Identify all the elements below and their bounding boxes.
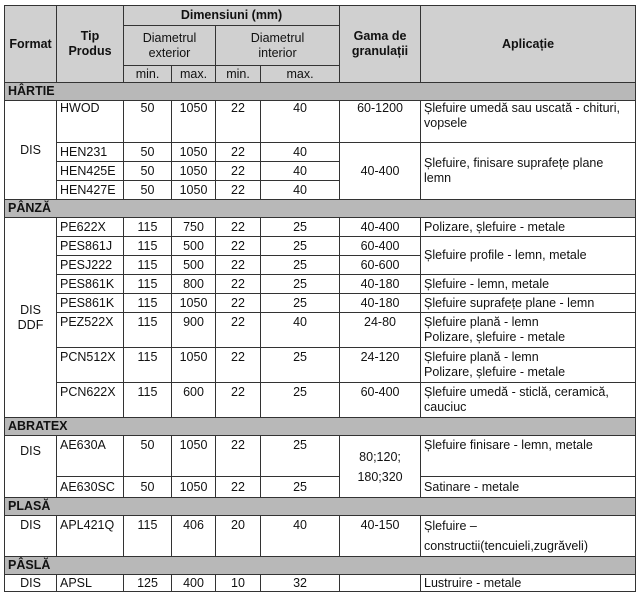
product-spec-table (4, 5, 636, 592)
ext-min-cell: 50 (124, 477, 172, 498)
int-min-cell: 22 (216, 477, 261, 498)
gama-cell: 24-120 (340, 348, 421, 383)
tip-cell: HEN231 (57, 143, 124, 162)
gama-cell: 40-150 (340, 516, 421, 557)
gama-cell: 40-400 (340, 218, 421, 237)
int-min-cell: 22 (216, 237, 261, 256)
int-min-cell: 10 (216, 575, 261, 592)
ext-min-cell: 115 (124, 516, 172, 557)
int-max-cell: 32 (261, 575, 340, 592)
int-min-cell: 22 (216, 436, 261, 477)
tip-cell: PE622X (57, 218, 124, 237)
aplicatie-cell: Șlefuire profile - lemn, metale (421, 237, 636, 275)
tip-cell: PCN622X (57, 383, 124, 418)
tip-cell: PES861K (57, 294, 124, 313)
ext-max-cell: 406 (172, 516, 216, 557)
gama-cell: 60-600 (340, 256, 421, 275)
aplicatie-cell: Șlefuire suprafețe plane - lemn (421, 294, 636, 313)
ext-min-cell: 50 (124, 143, 172, 162)
ext-min-cell: 115 (124, 256, 172, 275)
gama-cell: 80;120; 180;320 (340, 436, 421, 498)
int-min-cell: 22 (216, 348, 261, 383)
ext-max-cell: 1050 (172, 143, 216, 162)
gama-cell: 40-180 (340, 275, 421, 294)
int-max-cell: 25 (261, 218, 340, 237)
section-abratex: ABRATEX (5, 418, 636, 436)
header-int-max: max. (261, 66, 340, 83)
ext-min-cell: 115 (124, 348, 172, 383)
int-max-cell: 40 (261, 313, 340, 348)
ext-min-cell: 50 (124, 181, 172, 200)
int-min-cell: 22 (216, 181, 261, 200)
header-int-min: min. (216, 66, 261, 83)
header-aplicatie: Aplicație (421, 6, 636, 83)
aplicatie-cell: Șlefuire plană - lemn Polizare, șlefuire - metale (421, 348, 636, 383)
tip-cell: APSL (57, 575, 124, 592)
ext-max-cell: 1050 (172, 348, 216, 383)
ext-max-cell: 800 (172, 275, 216, 294)
ext-max-cell: 900 (172, 313, 216, 348)
ext-min-cell: 115 (124, 237, 172, 256)
tip-cell: APL421Q (57, 516, 124, 557)
format-cell: DIS (5, 101, 57, 200)
ext-min-cell: 50 (124, 162, 172, 181)
ext-min-cell: 115 (124, 294, 172, 313)
section-hartie: HÂRTIE (5, 83, 636, 101)
gama-cell: 40-180 (340, 294, 421, 313)
int-min-cell: 22 (216, 256, 261, 275)
tip-cell: AE630A (57, 436, 124, 477)
int-max-cell: 25 (261, 294, 340, 313)
header-diam-ext: Diametrul exterior (124, 26, 216, 66)
gama-cell: 24-80 (340, 313, 421, 348)
tip-cell: HEN425E (57, 162, 124, 181)
int-max-cell: 25 (261, 348, 340, 383)
aplicatie-cell: Șlefuire, finisare suprafețe plane lemn (421, 143, 636, 200)
tip-cell: AE630SC (57, 477, 124, 498)
ext-max-cell: 1050 (172, 101, 216, 143)
ext-max-cell: 750 (172, 218, 216, 237)
gama-cell: 60-400 (340, 383, 421, 418)
format-cell: DIS (5, 436, 57, 498)
int-max-cell: 25 (261, 383, 340, 418)
ext-max-cell: 1050 (172, 162, 216, 181)
ext-max-cell: 1050 (172, 436, 216, 477)
header-gama: Gama de granulații (340, 6, 421, 83)
ext-max-cell: 500 (172, 256, 216, 275)
ext-max-cell: 500 (172, 237, 216, 256)
ext-max-cell: 400 (172, 575, 216, 592)
int-min-cell: 22 (216, 313, 261, 348)
ext-min-cell: 115 (124, 275, 172, 294)
int-max-cell: 25 (261, 237, 340, 256)
int-min-cell: 22 (216, 162, 261, 181)
format-cell: DIS DDF (5, 218, 57, 418)
aplicatie-cell: Satinare - metale (421, 477, 636, 498)
int-min-cell: 22 (216, 275, 261, 294)
ext-max-cell: 1050 (172, 477, 216, 498)
header-tip-produs: Tip Produs (57, 6, 124, 83)
int-max-cell: 40 (261, 162, 340, 181)
section-plasa: PLASĂ (5, 498, 636, 516)
gama-cell (340, 575, 421, 592)
gama-cell: 40-400 (340, 143, 421, 200)
section-pasla: PÂSLĂ (5, 557, 636, 575)
format-cell: DIS (5, 575, 57, 592)
ext-min-cell: 125 (124, 575, 172, 592)
header-format: Format (5, 6, 57, 83)
int-min-cell: 22 (216, 218, 261, 237)
tip-cell: PES861K (57, 275, 124, 294)
ext-min-cell: 115 (124, 313, 172, 348)
header-ext-max: max. (172, 66, 216, 83)
int-max-cell: 40 (261, 181, 340, 200)
section-panza: PÂNZĂ (5, 200, 636, 218)
ext-max-cell: 600 (172, 383, 216, 418)
gama-cell: 60-1200 (340, 101, 421, 143)
tip-cell: HWOD (57, 101, 124, 143)
int-max-cell: 40 (261, 101, 340, 143)
ext-max-cell: 1050 (172, 294, 216, 313)
int-min-cell: 22 (216, 101, 261, 143)
ext-min-cell: 115 (124, 383, 172, 418)
aplicatie-cell: Șlefuire finisare - lemn, metale (421, 436, 636, 477)
format-cell: DIS (5, 516, 57, 557)
header-diam-int: Diametrul interior (216, 26, 340, 66)
aplicatie-cell: Șlefuire - lemn, metale (421, 275, 636, 294)
aplicatie-cell: Șlefuire – constructii(tencuieli,zugrăveli) (421, 516, 636, 557)
int-min-cell: 22 (216, 383, 261, 418)
tip-cell: HEN427E (57, 181, 124, 200)
tip-cell: PES861J (57, 237, 124, 256)
tip-cell: PESJ222 (57, 256, 124, 275)
int-min-cell: 22 (216, 294, 261, 313)
int-min-cell: 22 (216, 143, 261, 162)
aplicatie-cell: Șlefuire umedă - sticlă, ceramică, cauciuc (421, 383, 636, 418)
header-dimensiuni: Dimensiuni (mm) (124, 6, 340, 26)
int-max-cell: 40 (261, 516, 340, 557)
ext-min-cell: 50 (124, 101, 172, 143)
int-min-cell: 20 (216, 516, 261, 557)
aplicatie-cell: Lustruire - metale (421, 575, 636, 592)
tip-cell: PCN512X (57, 348, 124, 383)
gama-cell: 60-400 (340, 237, 421, 256)
ext-max-cell: 1050 (172, 181, 216, 200)
header-ext-min: min. (124, 66, 172, 83)
aplicatie-cell: Șlefuire plană - lemn Polizare, șlefuire - metale (421, 313, 636, 348)
int-max-cell: 25 (261, 256, 340, 275)
aplicatie-cell: Șlefuire umedă sau uscată - chituri, vopsele (421, 101, 636, 143)
aplicatie-cell: Polizare, șlefuire - metale (421, 218, 636, 237)
int-max-cell: 25 (261, 436, 340, 477)
ext-min-cell: 50 (124, 436, 172, 477)
int-max-cell: 25 (261, 477, 340, 498)
int-max-cell: 25 (261, 275, 340, 294)
tip-cell: PEZ522X (57, 313, 124, 348)
ext-min-cell: 115 (124, 218, 172, 237)
int-max-cell: 40 (261, 143, 340, 162)
